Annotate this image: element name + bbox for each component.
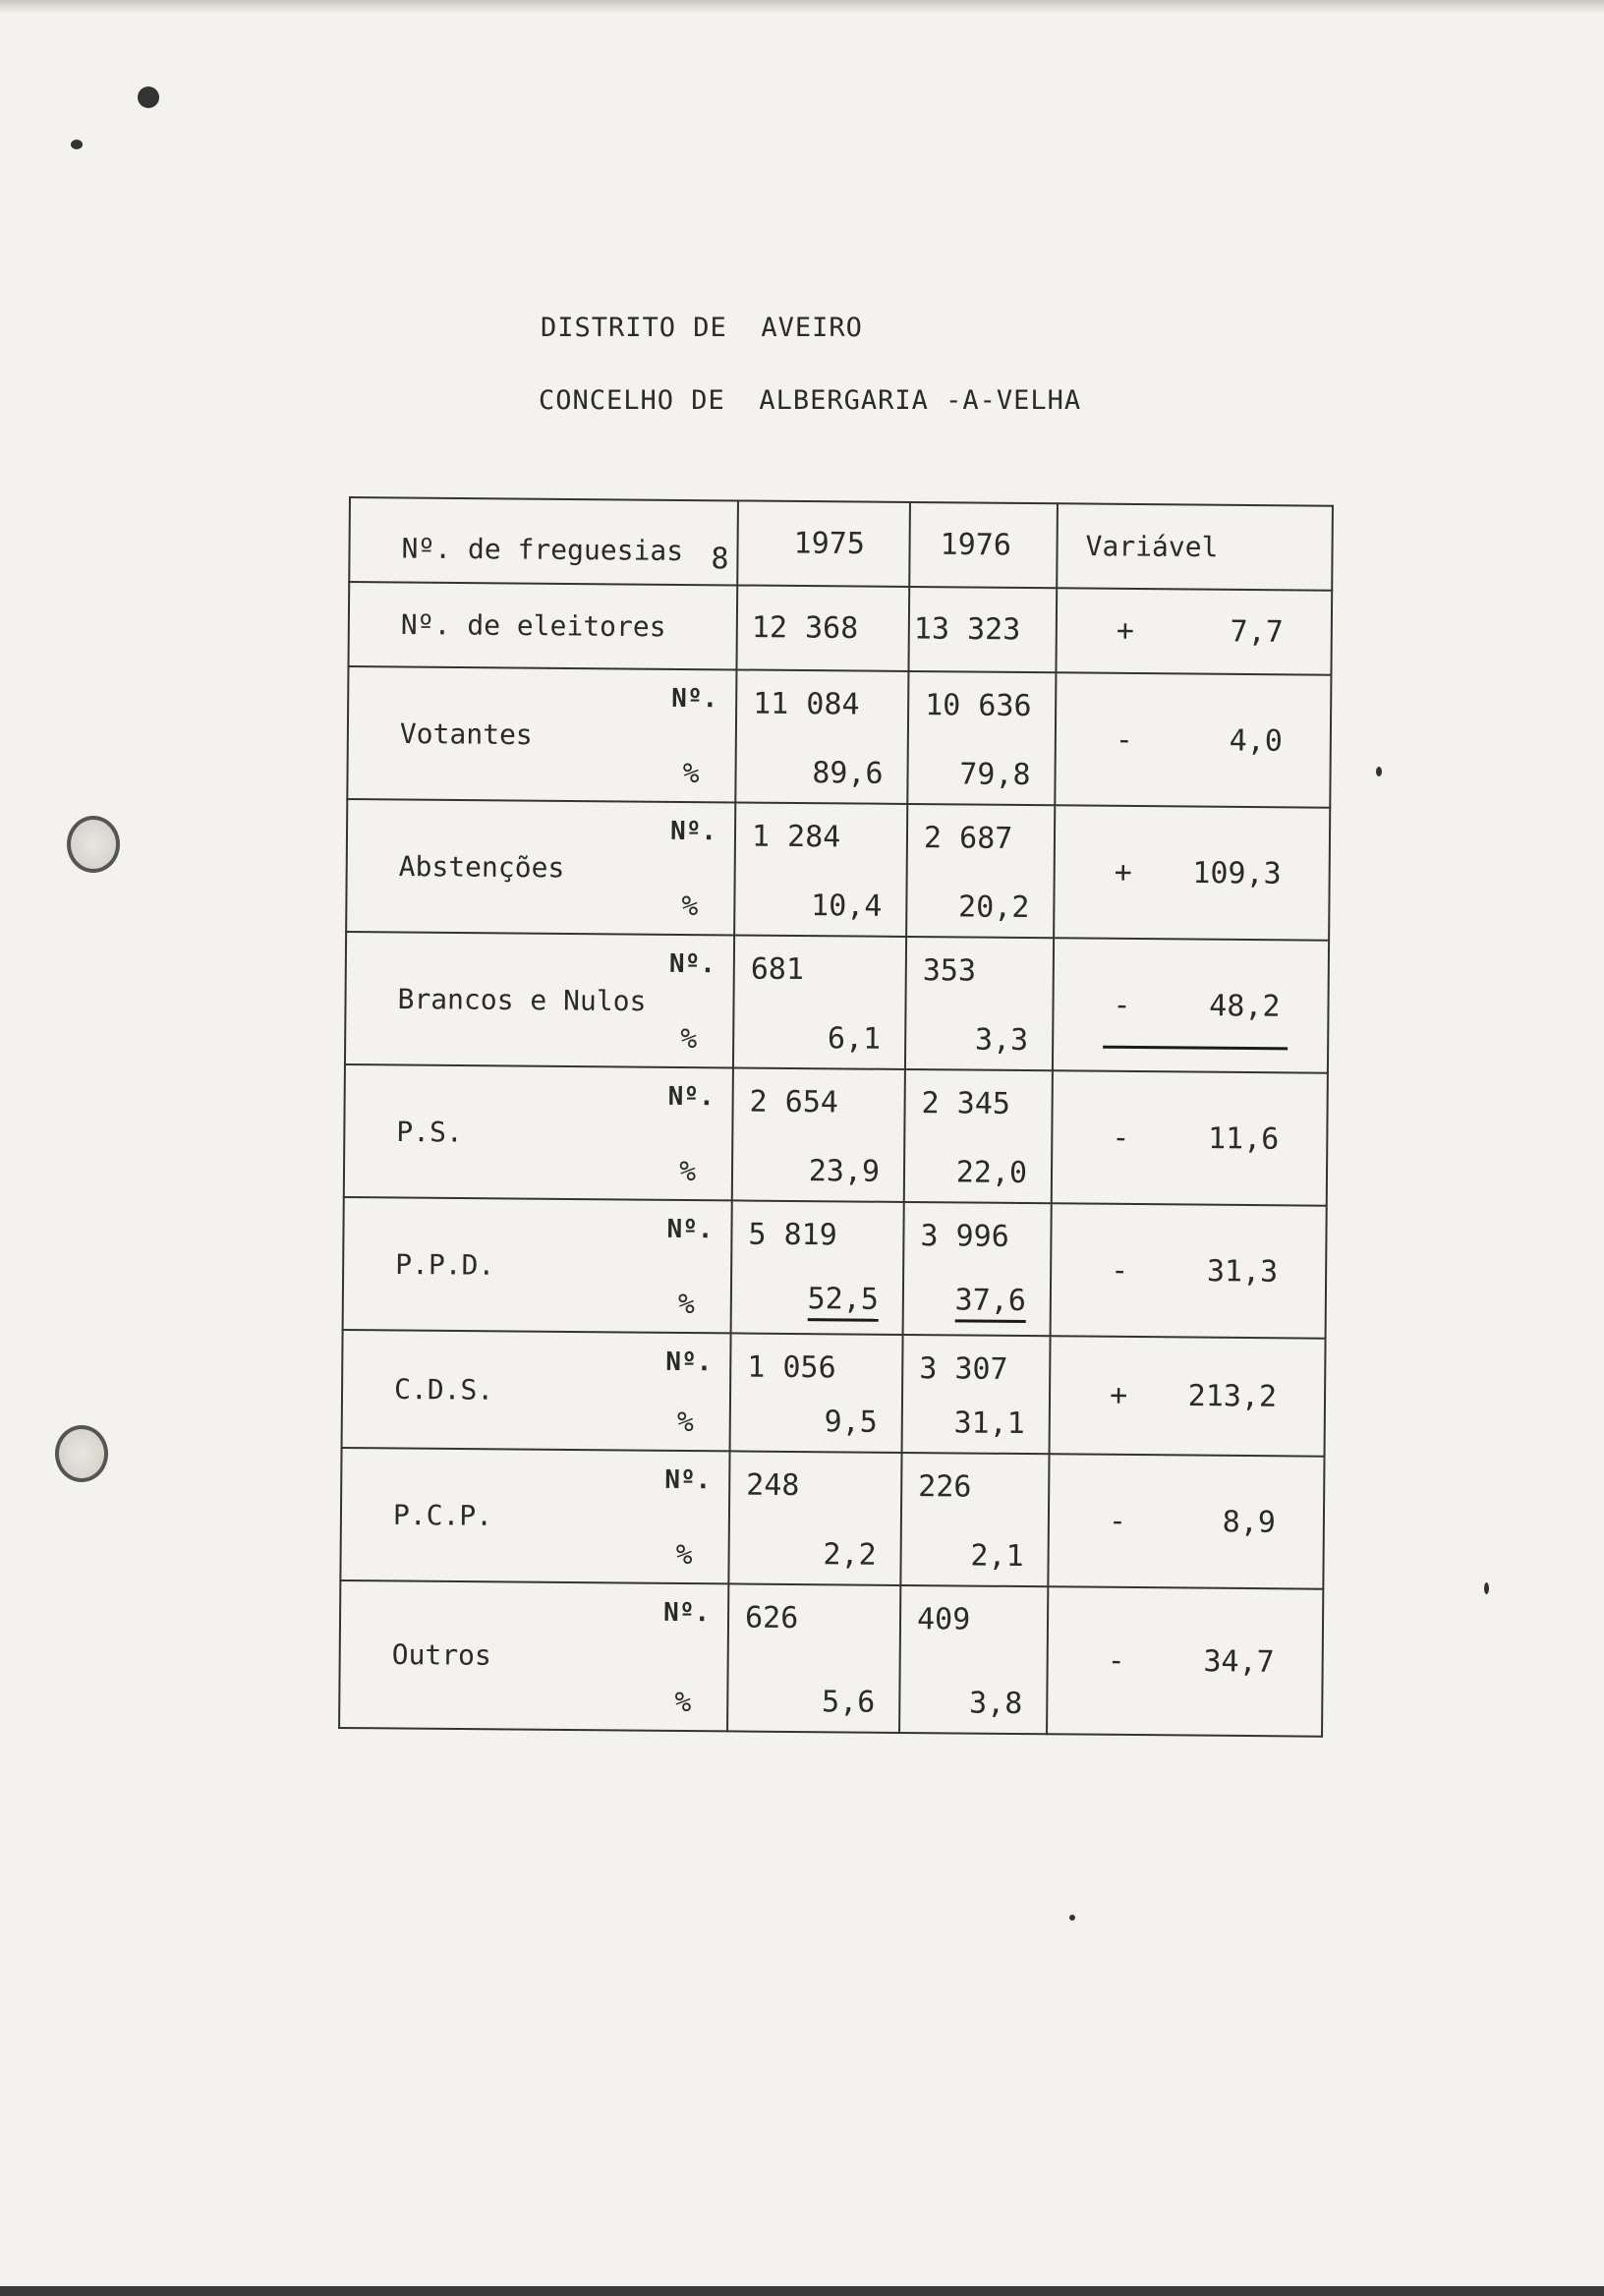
number-1975: 1 056	[747, 1349, 836, 1386]
variavel-underline	[1103, 1046, 1288, 1051]
row-label-cell	[344, 1064, 733, 1200]
punch-hole-bottom	[55, 1425, 108, 1482]
ink-speck	[1069, 1915, 1075, 1921]
number-1975: 2 654	[749, 1084, 839, 1120]
number-1975: 626	[744, 1600, 799, 1636]
municipality-heading: CONCELHO DE ALBERGARIA -A-VELHA	[539, 385, 1082, 416]
value-1976-cell	[904, 1069, 1053, 1203]
variavel-value: 4,0	[1229, 722, 1284, 759]
table-header-row	[349, 497, 1333, 591]
row-label: P.P.D.	[395, 1247, 495, 1282]
number-1975: 681	[750, 951, 805, 988]
variavel-cell	[1052, 1070, 1328, 1205]
row-label-cell	[340, 1448, 729, 1583]
eleitores-1975	[736, 585, 909, 671]
sub-label-number: Nº.	[671, 683, 718, 715]
row-label: C.D.S.	[393, 1372, 494, 1406]
value-1975-cell	[728, 1451, 901, 1585]
variavel-header	[1057, 503, 1333, 590]
value-1976-cell	[906, 804, 1055, 938]
ink-speck	[71, 140, 83, 149]
row-label: Outros	[391, 1637, 492, 1672]
percent-1976: 22,0	[955, 1155, 1028, 1191]
ink-speck	[1484, 1582, 1489, 1594]
percent-1975: 6,1	[827, 1021, 882, 1057]
variavel-value: 109,3	[1192, 855, 1282, 891]
year-1976-label: 1976	[940, 527, 1011, 563]
eleitores-label-cell	[348, 582, 737, 669]
number-1975: 1 284	[751, 819, 841, 855]
percent-1975: 5,6	[821, 1685, 876, 1720]
number-1976: 226	[918, 1469, 972, 1505]
number-1976: 3 307	[919, 1351, 1008, 1387]
variavel-sign: -	[1107, 1643, 1125, 1679]
sub-label-number: Nº.	[665, 1347, 713, 1378]
year-1975-header	[737, 500, 910, 587]
row-label: Votantes	[399, 717, 533, 751]
percent-1975: 9,5	[824, 1405, 878, 1440]
party-row	[343, 1197, 1327, 1339]
variavel-sign: +	[1109, 1378, 1128, 1413]
percent-1975: 23,9	[808, 1154, 881, 1189]
value-1976-cell	[905, 937, 1054, 1070]
party-row	[346, 799, 1330, 941]
party-row	[339, 1580, 1323, 1737]
sub-label-percent: %	[674, 1685, 692, 1719]
percent-1975: 89,6	[812, 756, 884, 791]
variavel-sign: -	[1115, 721, 1134, 757]
value-1976-cell	[902, 1335, 1051, 1454]
variavel-cell	[1048, 1454, 1324, 1588]
punch-hole-top	[67, 816, 120, 873]
row-label-cell	[339, 1580, 728, 1731]
value-1975-cell	[730, 1333, 903, 1453]
value-1976-cell	[900, 1453, 1049, 1586]
number-1975: 248	[746, 1467, 800, 1504]
eleitores-sign: +	[1116, 613, 1135, 649]
percent-1976: 79,8	[959, 757, 1031, 793]
party-row	[340, 1448, 1324, 1589]
party-row	[347, 666, 1331, 808]
eleitores-label: Nº. de eleitores	[400, 607, 666, 644]
variavel-cell	[1054, 805, 1330, 940]
variavel-value: 31,3	[1206, 1253, 1279, 1290]
sub-label-percent: %	[675, 1537, 693, 1572]
scan-bottom-edge	[0, 2286, 1604, 2296]
variavel-value: 8,9	[1222, 1504, 1277, 1540]
number-1976: 2 687	[923, 821, 1013, 856]
variavel-sign: +	[1114, 854, 1132, 890]
value-1975-cell	[731, 1200, 904, 1335]
variavel-sign: -	[1113, 987, 1131, 1022]
eleitores-1976	[908, 587, 1057, 672]
row-label: P.C.P.	[392, 1498, 493, 1532]
variavel-sign: -	[1111, 1252, 1129, 1288]
row-label: P.S.	[396, 1115, 463, 1149]
variavel-value: 213,2	[1187, 1378, 1278, 1414]
value-1976-cell	[899, 1585, 1048, 1734]
percent-1976: 3,3	[974, 1022, 1029, 1059]
number-1976: 3 996	[920, 1219, 1009, 1254]
eleitores-row	[348, 582, 1332, 675]
sub-label-percent: %	[681, 889, 699, 923]
sub-label-percent: %	[676, 1405, 694, 1439]
variavel-label: Variável	[1085, 530, 1219, 564]
freguesias-cell	[349, 497, 738, 585]
number-1976: 409	[916, 1602, 971, 1637]
number-1975: 5 819	[748, 1217, 837, 1253]
number-1976: 2 345	[921, 1086, 1011, 1121]
variavel-value: 11,6	[1207, 1120, 1280, 1157]
sub-label-percent: %	[680, 1021, 698, 1056]
value-1975-cell	[735, 669, 908, 804]
election-table	[338, 496, 1332, 1744]
variavel-cell	[1051, 1203, 1327, 1338]
row-label: Abstenções	[398, 849, 565, 884]
value-1975-cell	[733, 935, 906, 1069]
number-1975: 11 084	[753, 686, 860, 722]
variavel-sign: -	[1112, 1119, 1130, 1155]
variavel-value: 48,2	[1209, 988, 1281, 1024]
sub-label-number: Nº.	[667, 1081, 715, 1113]
freguesias-count: 8	[711, 542, 729, 577]
number-1976: 10 636	[925, 688, 1032, 724]
variavel-cell	[1047, 1586, 1323, 1736]
district-heading: DISTRITO DE AVEIRO	[541, 313, 863, 343]
percent-1976: 2,1	[970, 1538, 1024, 1575]
eleitores-1976-value: 13 323	[913, 611, 1021, 648]
scan-top-edge	[0, 0, 1604, 14]
ink-speck	[1376, 767, 1382, 776]
row-label-cell	[342, 1330, 731, 1451]
sub-label-number: Nº.	[669, 816, 717, 847]
party-row	[345, 932, 1329, 1073]
party-row	[342, 1330, 1326, 1457]
percent-1976: 31,1	[953, 1406, 1025, 1442]
row-label-cell	[345, 932, 734, 1067]
sub-label-number: Nº.	[666, 1214, 714, 1245]
sub-label-number: Nº.	[664, 1464, 712, 1496]
ink-speck	[138, 86, 159, 108]
percent-1976: 37,6	[954, 1283, 1026, 1323]
percent-1975: 2,2	[823, 1537, 877, 1573]
sub-label-percent: %	[677, 1287, 695, 1321]
variavel-sign: -	[1108, 1503, 1127, 1538]
row-label-cell	[343, 1197, 732, 1333]
value-1976-cell	[903, 1202, 1052, 1336]
percent-1975: 52,5	[807, 1282, 879, 1322]
sub-label-number: Nº.	[668, 948, 716, 980]
sub-label-percent: %	[682, 756, 700, 790]
year-1975-label: 1975	[793, 526, 865, 562]
variavel-cell	[1053, 938, 1329, 1072]
value-1975-cell	[732, 1067, 905, 1202]
year-1976-header	[909, 502, 1058, 588]
freguesias-label: Nº. de freguesias	[401, 532, 684, 567]
value-1975-cell	[734, 802, 907, 937]
variavel-cell	[1055, 672, 1331, 807]
percent-1976: 3,8	[968, 1686, 1023, 1722]
value-1975-cell	[727, 1583, 900, 1733]
sub-label-number: Nº.	[663, 1597, 711, 1629]
percent-1975: 10,4	[810, 889, 883, 924]
variavel-value: 34,7	[1203, 1644, 1275, 1680]
eleitores-1975-value: 12 368	[751, 610, 859, 647]
eleitores-variavel	[1056, 588, 1332, 674]
row-label-cell	[347, 666, 736, 802]
variavel-cell	[1050, 1336, 1326, 1456]
number-1976: 353	[922, 953, 977, 989]
row-label-cell	[346, 799, 735, 935]
eleitores-var: 7,7	[1230, 614, 1284, 650]
party-row	[344, 1064, 1328, 1206]
percent-1976: 20,2	[957, 890, 1030, 926]
value-1976-cell	[907, 671, 1056, 805]
row-label: Brancos e Nulos	[397, 982, 647, 1017]
sub-label-percent: %	[679, 1154, 697, 1188]
